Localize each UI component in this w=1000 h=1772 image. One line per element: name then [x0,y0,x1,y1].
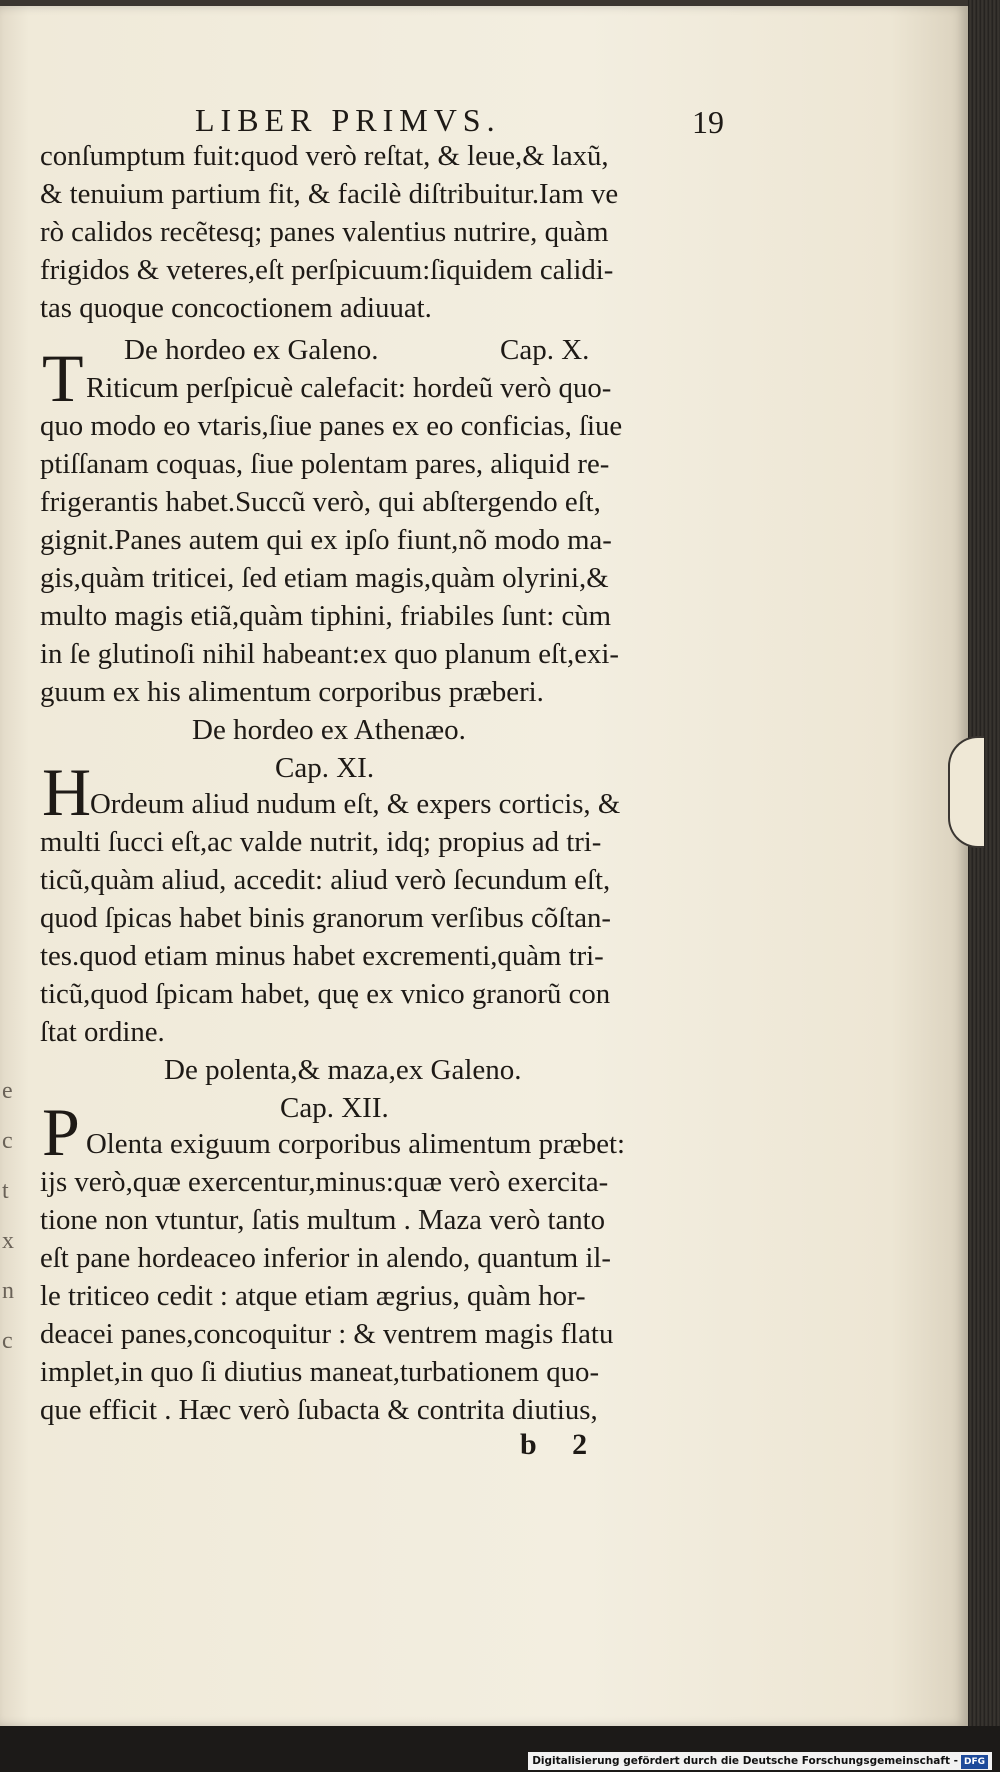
clasp-tab [948,736,984,848]
text-line: ijs verò,quæ exercentur,minus:quæ verò exercita- [40,1166,609,1198]
credit-text: Digitalisierung gefördert durch die Deutsche Forschungsgemeinschaft - [532,1755,958,1767]
initial-letter: H [42,754,92,830]
catchword: b 2 [520,1428,602,1461]
text-line: ptiſſanam coquas, ſiue polentam pares, aliquid re- [40,448,610,480]
text-line: implet,in quo ſi diutius maneat,turbationem quo- [40,1356,600,1388]
text-line: frigerantis habet.Succũ verò, qui abſtergendo eſt, [40,486,601,518]
text-line: quo modo eo vtaris,ſiue panes ex eo conficias, ſiue [40,410,623,442]
text-line: Ordeum aliud nudum eſt, & expers corticis, & [90,788,621,820]
text-line: ticũ,quod ſpicam habet, quę ex vnico granorũ con [40,978,611,1010]
chapter-number: Cap. XI. [275,752,375,784]
text-line: eſt pane hordeaceo inferior in alendo, quantum il- [40,1242,611,1274]
initial-letter: P [42,1094,80,1170]
text-line: conſumptum fuit:quod verò reſtat, & leue,& laxũ, [40,140,609,172]
text-line: multi ſucci eſt,ac valde nutrit, idq; propius ad tri- [40,826,602,858]
facing-page-bleed [2,1066,22,1466]
bleed-letter: t [2,1178,9,1204]
bleed-letter: x [2,1228,14,1254]
text-line: tes.quod etiam minus habet excrementi,quàm tri- [40,940,604,972]
text-line: deacei panes,concoquitur : & ventrem magis flatu [40,1318,614,1350]
text-line: guum ex his alimentum corporibus præberi. [40,676,544,708]
text-line: ticũ,quàm aliud, accedit: aliud verò ſecundum eſt, [40,864,611,896]
text-line: & tenuium partium fit, & facilè diſtribuitur.Iam ve [40,178,619,210]
text-line: tas quoque concoctionem adiuuat. [40,292,432,324]
page-stack-edge [968,0,1000,1740]
book-page [0,6,968,1726]
text-line: gignit.Panes autem qui ex ipſo fiunt,nõ modo ma- [40,524,612,556]
text-line: multo magis etiã,quàm tiphini, friabiles ſunt: cùm [40,600,612,632]
digitization-credit [528,1752,992,1770]
initial-letter: T [42,340,84,416]
running-head: LIBER PRIMVS. [195,102,501,138]
text-line: que efficit . Hæc verò ſubacta & contrita diutius, [40,1394,598,1426]
dfg-logo-icon: DFG [961,1755,988,1769]
chapter-title: De hordeo ex Galeno. [124,334,379,366]
text-line: Olenta exiguum corporibus alimentum præbet: [86,1128,626,1160]
text-line: Riticum perſpicuè calefacit: hordeũ verò quo- [86,372,612,404]
chapter-title: De hordeo ex Athenæo. [192,714,466,746]
chapter-number: Cap. X. [500,334,590,366]
text-line: frigidos & veteres,eſt perſpicuum:ſiquidem calidi- [40,254,614,286]
text-line: ſtat ordine. [40,1016,165,1048]
page-number: 19 [692,104,724,140]
chapter-number: Cap. XII. [280,1092,389,1124]
bleed-letter: c [2,1328,13,1354]
bleed-letter: n [2,1278,14,1304]
text-line: rò calidos recẽtesq; panes valentius nutrire, quàm [40,216,609,248]
text-line: in ſe glutinoſi nihil habeant:ex quo planum eſt,exi- [40,638,620,670]
text-line: le triticeo cedit : atque etiam ægrius, quàm hor- [40,1280,586,1312]
bleed-letter: e [2,1078,13,1104]
chapter-title: De polenta,& maza,ex Galeno. [164,1054,522,1086]
text-line: gis,quàm triticei, ſed etiam magis,quàm olyrini,& [40,562,609,594]
text-line: quod ſpicas habet binis granorum verſibus cõſtan- [40,902,612,934]
text-line: tione non vtuntur, ſatis multum . Maza verò tanto [40,1204,606,1236]
bleed-letter: c [2,1128,13,1154]
